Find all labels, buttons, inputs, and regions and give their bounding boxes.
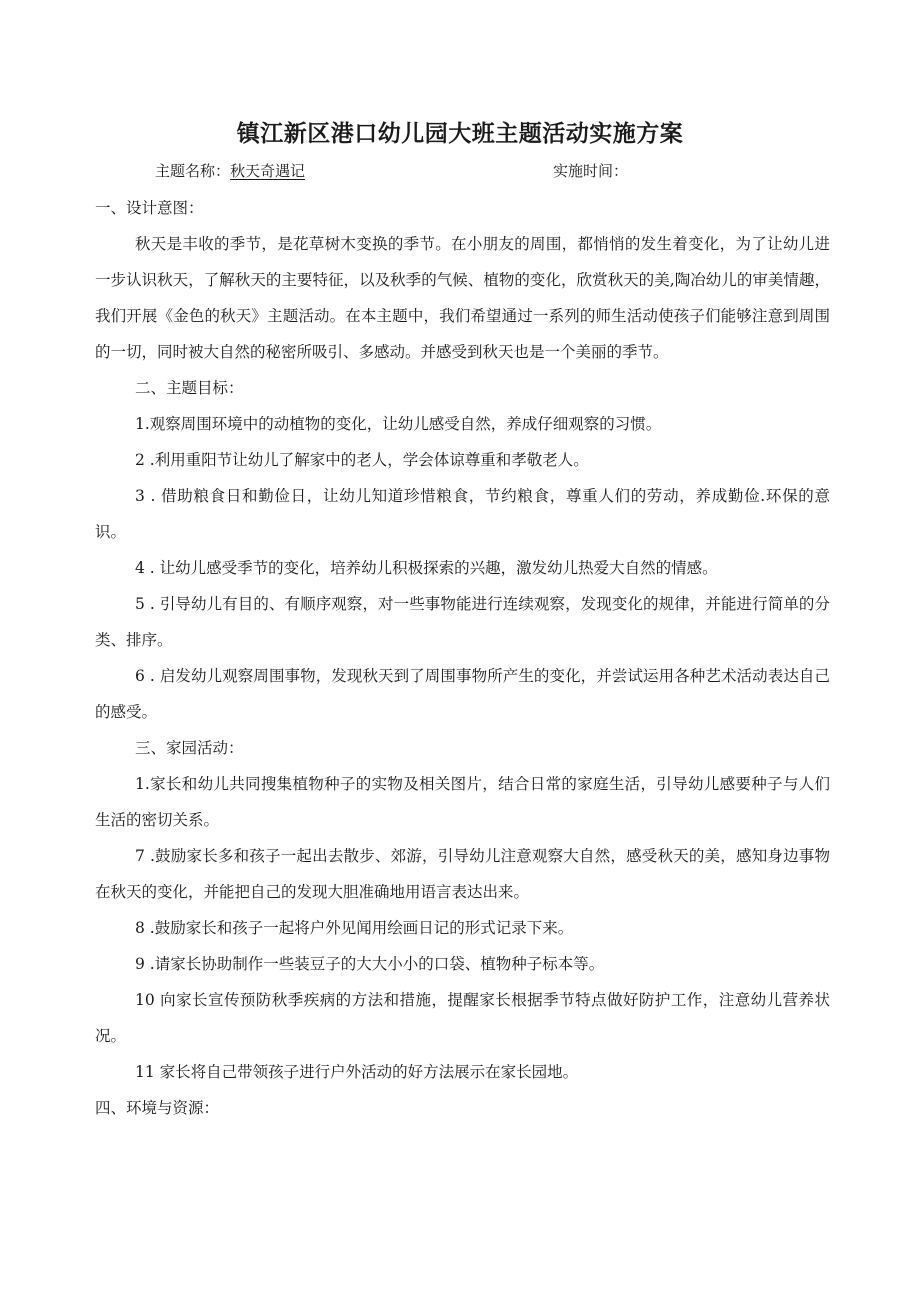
activity-item — [95, 1054, 830, 1090]
activity-number: 11 — [135, 1063, 155, 1081]
goal-number: 3 — [135, 487, 145, 505]
activity-number: 10 — [135, 991, 155, 1009]
goal-item — [95, 550, 830, 586]
implementation-time-field — [553, 160, 628, 181]
goal-item — [95, 658, 830, 730]
goal-number: 2 — [135, 451, 145, 469]
implementation-time-label: 实施时间： — [553, 162, 629, 180]
theme-name-value: 秋天奇遇记 — [230, 162, 306, 180]
goal-text: . 让幼儿感受季节的变化，培养幼儿积极探索的兴趣，激发幼儿热爱大自然的情感。 — [144, 559, 718, 577]
goal-text: .利用重阳节让幼儿了解家中的老人，学会体谅尊重和孝敬老人。 — [144, 451, 589, 469]
activity-text: 向家长宣传预防秋季疾病的方法和措施，提醒家长根据季节特点做好防护工作，注意幼儿营养状况。 — [95, 991, 830, 1045]
goal-text: 观察周围环境中的动植物的变化，让幼儿感受自然，养成仔细观察的习惯。 — [149, 415, 662, 433]
section1-heading: 一、设计意图： — [95, 199, 204, 217]
activity-number: 7 — [135, 847, 145, 865]
goal-item — [95, 478, 830, 550]
goal-item — [95, 586, 830, 658]
activity-item — [95, 838, 830, 910]
goal-text: . 借助粮食日和勤俭日，让幼儿知道珍惜粮食，节约粮食，尊重人们的劳动，养成勤俭.环保的意识。 — [95, 487, 830, 541]
document-body — [95, 190, 830, 1126]
activity-text: .请家长协助制作一些装豆子的大大小小的口袋、植物种子标本等。 — [144, 955, 605, 973]
activity-item — [95, 982, 830, 1054]
activity-number: 8 — [135, 919, 145, 937]
goal-text: . 引导幼儿有目的、有顺序观察，对一些事物能进行连续观察，发现变化的规律，并能进行简单的分类、排序。 — [95, 595, 830, 649]
activity-item — [95, 910, 830, 946]
activity-number: 9 — [135, 955, 145, 973]
theme-name-label: 主题名称： — [155, 162, 231, 180]
activity-text: .鼓励家长和孩子一起将户外见闻用绘画日记的形式记录下来。 — [144, 919, 574, 937]
activity-item — [95, 946, 830, 982]
section2-heading: 二、主题目标： — [135, 379, 244, 397]
goal-number: 5 — [135, 595, 145, 613]
goal-number: 4 — [135, 559, 145, 577]
activity-text: 家长将自己带领孩子进行户外活动的好方法展示在家长园地。 — [154, 1063, 579, 1081]
section4-heading: 四、环境与资源： — [95, 1099, 220, 1117]
section3-heading: 三、家园活动： — [135, 739, 244, 757]
document-title: 镇江新区港口幼儿园大班主题活动实施方案 — [236, 121, 684, 147]
activity-item — [95, 766, 830, 838]
section1-body: 秋天是丰收的季节，是花草树木变换的季节。在小朋友的周围，都悄悄的发生着变化，为了让幼儿进一步认识秋天，了解秋天的主要特征，以及秋季的气候、植物的变化，欣赏秋天的美,陶冶幼儿的审美情趣，我们开展《金色的秋天》主题活动。在本主题中，我们希望通过一系列的师生活动使孩子们能够注意到周围的一切，同时被大自然的秘密所吸引、多感动。并感受到秋天也是一个美丽的季节。 — [95, 235, 830, 361]
activity-text: 家长和幼儿共同搜集植物种子的实物及相关图片，结合日常的家庭生活，引导幼儿感要种子与人们生活的密切关系。 — [95, 775, 830, 829]
theme-name-field — [155, 160, 305, 181]
goal-text: . 启发幼儿观察周围事物，发现秋天到了周围事物所产生的变化，并尝试运用各种艺术活动表达自己的感受。 — [95, 667, 830, 721]
goal-item — [95, 406, 830, 442]
goal-number: 1. — [135, 415, 150, 433]
activity-text: .鼓励家长多和孩子一起出去散步、郊游，引导幼儿注意观察大自然，感受秋天的美，感知身边事物在秋天的变化，并能把自己的发现大胆准确地用语言表达出来。 — [95, 847, 830, 901]
goal-item — [95, 442, 830, 478]
goal-number: 6 — [135, 667, 145, 685]
activity-number: 1. — [135, 775, 150, 793]
